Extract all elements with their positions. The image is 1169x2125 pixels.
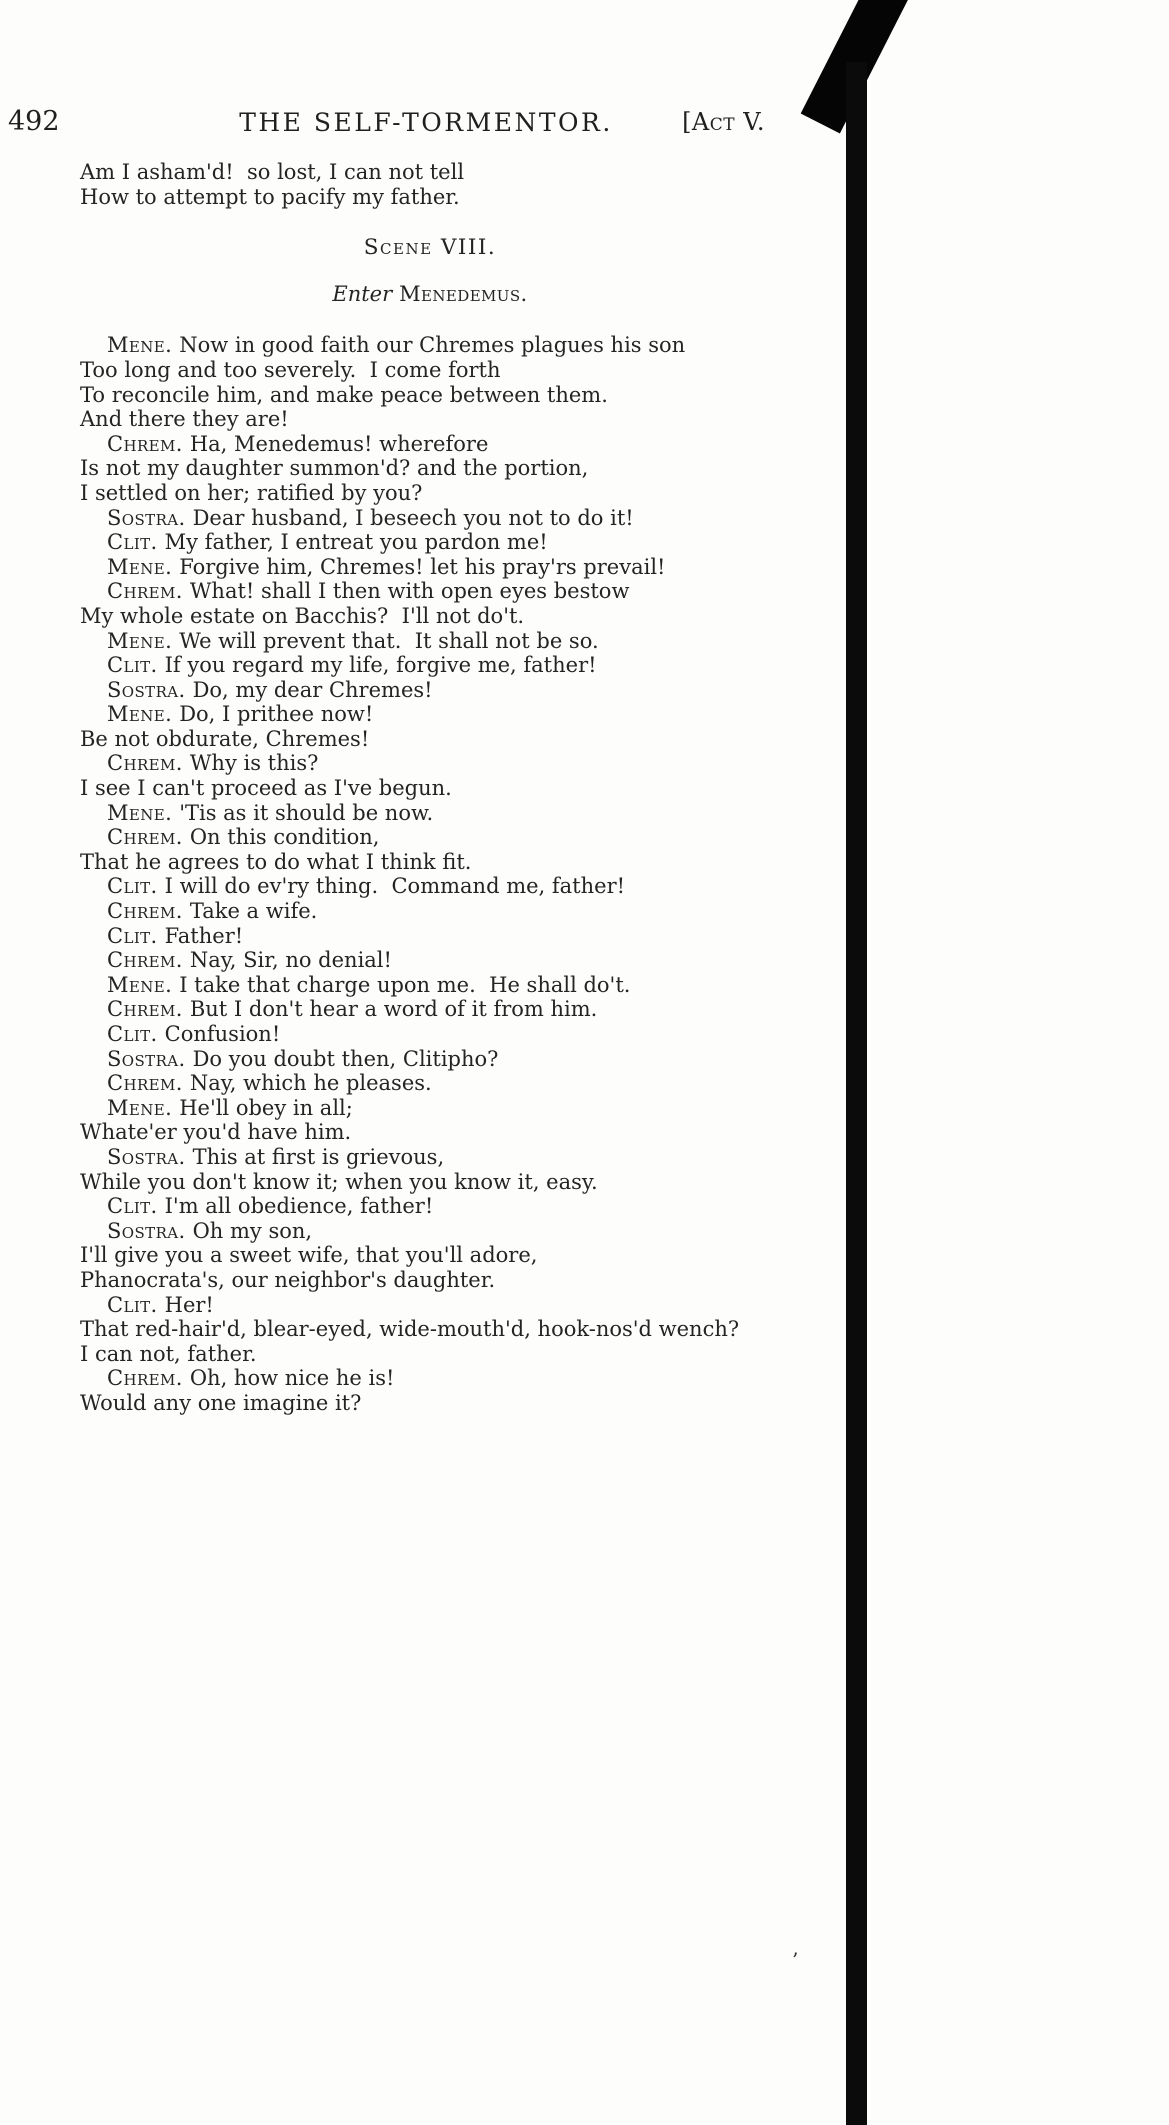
ink-speck: ’ (792, 1948, 799, 1972)
dialogue-line: Is not my daughter summon'd? and the portion, (80, 456, 589, 481)
speaker-name: Chrem. (107, 997, 183, 1022)
stage-direction-prefix: Enter (332, 281, 393, 306)
dialogue-line: Sostra. This at first is grievous, (107, 1144, 445, 1169)
speaker-name: Sostra. (107, 1218, 186, 1243)
opening-line: Am I asham'd! so lost, I can not tell (80, 160, 465, 184)
speaker-name: Chrem. (107, 825, 183, 850)
dialogue-line: That red-hair'd, blear-eyed, wide-mouth'd, hook-nos'd wench? (80, 1317, 740, 1342)
speaker-name: Mene. (107, 554, 173, 579)
speaker-name: Sostra. (107, 1046, 186, 1071)
dialogue-line: Chrem. Ha, Menedemus! wherefore (107, 431, 489, 456)
speaker-name: Clit. (107, 530, 158, 555)
speaker-name: Sostra. (107, 505, 186, 530)
dialogue-line: Too long and too severely. I come forth (80, 357, 501, 382)
dialogue-line: Sostra. Oh my son, (107, 1218, 313, 1243)
binding-edge-bar (846, 62, 867, 2125)
speaker-name: Chrem. (107, 899, 183, 924)
speaker-name: Mene. (107, 628, 173, 653)
act-label: [Act V. (682, 108, 765, 136)
speaker-name: Mene. (107, 702, 173, 727)
dialogue-line: Chrem. What! shall I then with open eyes bestow (107, 579, 630, 604)
dialogue-line: Chrem. Take a wife. (107, 899, 318, 924)
speaker-name: Mene. (107, 800, 173, 825)
dialogue-line: While you don't know it; when you know it, easy. (80, 1169, 598, 1194)
dialogue-line: I'll give you a sweet wife, that you'll adore, (80, 1243, 538, 1268)
dialogue-line: Chrem. On this condition, (107, 825, 380, 850)
dialogue-line: Mene. I take that charge upon me. He shall do't. (107, 972, 631, 997)
dialogue-line: I see I can't proceed as I've begun. (80, 776, 452, 801)
running-title: THE SELF-TORMENTOR. (239, 108, 613, 137)
speaker-name: Chrem. (107, 1366, 183, 1391)
dialogue-line: Phanocrata's, our neighbor's daughter. (80, 1267, 496, 1292)
speaker-name: Chrem. (107, 579, 183, 604)
speaker-name: Chrem. (107, 948, 183, 973)
dialogue (80, 333, 780, 1415)
speaker-name: Clit. (107, 874, 158, 899)
dialogue-line: I settled on her; ratified by you? (80, 480, 423, 505)
dialogue-line: Chrem. Why is this? (107, 751, 319, 776)
dialogue-line: My whole estate on Bacchis? I'll not do't. (80, 603, 525, 628)
speaker-name: Clit. (107, 1022, 158, 1046)
dialogue-line: Chrem. But I don't hear a word of it from him. (107, 997, 598, 1022)
opening-line: How to attempt to pacify my father. (80, 184, 460, 209)
stage-direction-name: Menedemus. (399, 281, 528, 306)
scene-heading: Scene VIII. (363, 235, 497, 261)
dialogue-line: Sostra. Do you doubt then, Clitipho? (107, 1046, 499, 1071)
dialogue-line: Clit. My father, I entreat you pardon me! (107, 530, 548, 555)
speaker-name: Sostra. (107, 677, 186, 702)
dialogue-line: Clit. Father! (107, 923, 244, 948)
dialogue-line: Mene. Do, I prithee now! (107, 702, 374, 727)
speaker-name: Clit. (107, 1194, 158, 1219)
dialogue-line: Sostra. Do, my dear Chremes! (107, 677, 433, 702)
dialogue-line: That he agrees to do what I think fit. (80, 849, 472, 874)
dialogue-line: Chrem. Oh, how nice he is! (107, 1366, 395, 1391)
speaker-name: Mene. (107, 333, 173, 358)
speaker-name: Chrem. (107, 431, 183, 456)
text-column (80, 160, 780, 1416)
dialogue-line: Chrem. Nay, which he pleases. (107, 1071, 432, 1096)
dialogue-line: Sostra. Dear husband, I beseech you not to do it! (107, 505, 634, 530)
speaker-name: Clit. (107, 1292, 158, 1317)
speaker-name: Clit. (107, 653, 158, 678)
speaker-name: Chrem. (107, 1071, 183, 1096)
dialogue-line: I can not, father. (80, 1341, 257, 1366)
dialogue-line: Mene. Now in good faith our Chremes plagues his son (107, 333, 686, 358)
dialogue-line: Mene. We will prevent that. It shall not be so. (107, 628, 599, 653)
dialogue-line: Clit. I'm all obedience, father! (107, 1194, 434, 1219)
stage-direction (80, 282, 780, 307)
dialogue-line: Would any one imagine it? (80, 1390, 362, 1415)
speaker-name: Chrem. (107, 751, 183, 776)
dialogue-line: Mene. Forgive him, Chremes! let his pray'rs prevail! (107, 554, 666, 579)
dialogue-line: Clit. Her! (107, 1292, 214, 1317)
dialogue-line: Whate'er you'd have him. (80, 1120, 352, 1145)
speaker-name: Mene. (107, 1095, 173, 1120)
dialogue-line: Clit. If you regard my life, forgive me, father! (107, 653, 597, 678)
dialogue-line: To reconcile him, and make peace between them. (80, 382, 608, 407)
speaker-name: Sostra. (107, 1144, 186, 1169)
dialogue-line: Mene. 'Tis as it should be now. (107, 800, 434, 825)
page-number: 492 (8, 106, 60, 137)
dialogue-line: Clit. I will do ev'ry thing. Command me, father! (107, 874, 626, 899)
speaker-name: Clit. (107, 923, 158, 948)
dialogue-line: Be not obdurate, Chremes! (80, 726, 370, 751)
dialogue-line: Mene. He'll obey in all; (107, 1095, 353, 1120)
opening-lines (80, 160, 780, 209)
dialogue-line: Chrem. Nay, Sir, no denial! (107, 948, 392, 973)
speaker-name: Mene. (107, 972, 173, 997)
dialogue-line: And there they are! (80, 407, 289, 432)
dialogue-line: Clit. Confusion! (107, 1022, 281, 1046)
